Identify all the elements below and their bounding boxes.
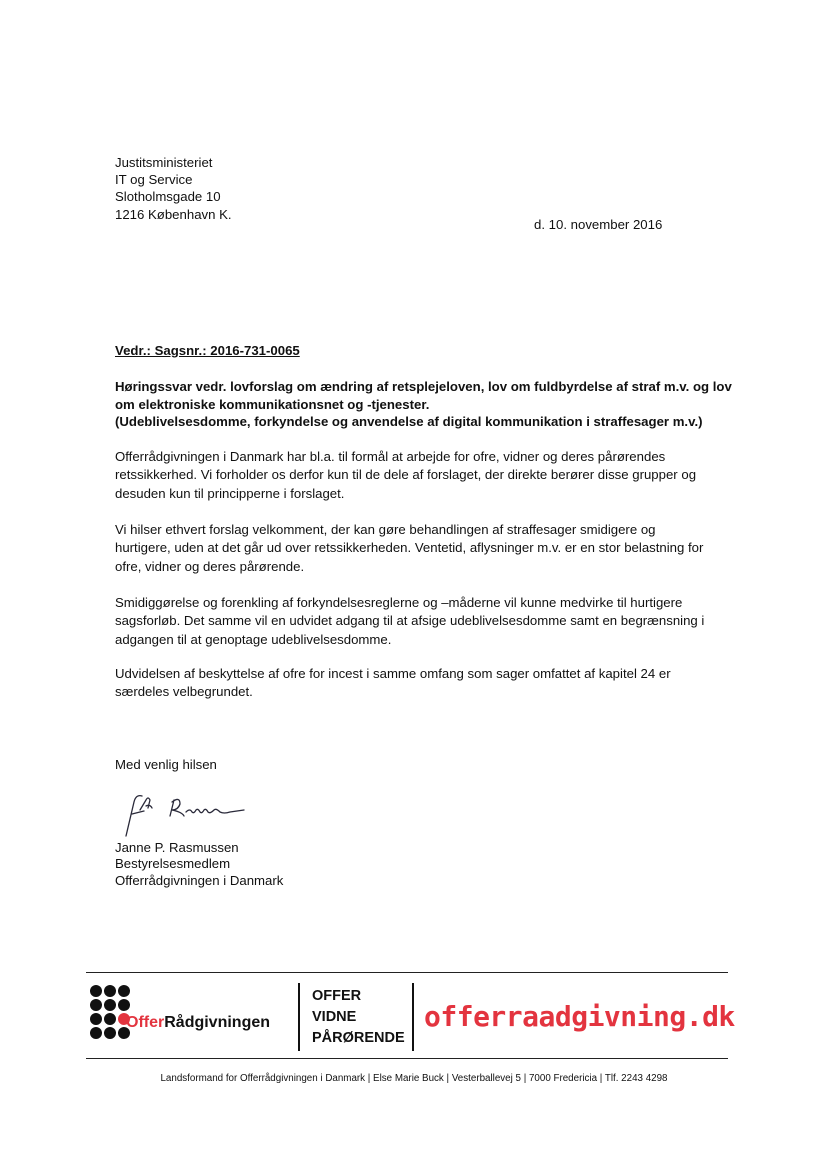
paragraph-line: hurtigere, uden at det går ud over retssikkerheden. Ventetid, aflysninger m.v. er en stor belastning for (115, 540, 704, 556)
paragraph-line: Offerrådgivningen i Danmark har bl.a. til formål at arbejde for ofre, vidner og deres pårørendes (115, 449, 666, 464)
logo-wordmark-prefix: Offer (126, 1014, 165, 1031)
logo-dot (90, 1013, 102, 1025)
paragraph-line: Udvidelsen af beskyttelse af ofre for incest i samme omfang som sager omfattet af kapitel 24 er (115, 666, 671, 681)
paragraph-line: desuden kun til principperne i forslaget. (115, 485, 345, 501)
logo-dot (118, 999, 130, 1011)
logo-wordmark (126, 1014, 270, 1032)
subject-line: (Udeblivelsesdomme, forkyndelse og anvendelse af digital kommunikation i straffesager m.v.) (115, 414, 703, 430)
footer-separator (298, 983, 300, 1051)
logo-dot (118, 985, 130, 997)
case-reference: Vedr.: Sagsnr.: 2016-731-0065 (115, 343, 300, 358)
logo-dot (104, 999, 116, 1011)
signer-title: Bestyrelsesmedlem (115, 856, 231, 872)
recipient-line: Justitsministeriet (115, 155, 213, 170)
footer-tagline (312, 986, 405, 1049)
footer-divider (86, 1058, 728, 1059)
recipient-line: Slotholmsgade 10 (115, 189, 221, 205)
logo-dot (104, 1013, 116, 1025)
offerraadgivningen-logo (90, 985, 290, 1047)
body-paragraph (115, 665, 735, 702)
subject-line: Høringssvar vedr. lovforslag om ændring af retsplejeloven, lov om fuldbyrdelse af straf m.v. og lov (115, 379, 732, 394)
footer-contact-line: Landsformand for Offerrådgivningen i Danmark | Else Marie Buck | Vesterballevej 5 | 7000 Fredericia | Tlf. 2243 4298 (160, 1073, 668, 1084)
signer-block (115, 840, 283, 889)
tagline-line: VIDNE (312, 1009, 357, 1025)
logo-dot (104, 1027, 116, 1039)
logo-dot (90, 985, 102, 997)
recipient-address (115, 154, 232, 223)
logo-dots-icon (90, 985, 131, 1040)
paragraph-line: adgangen til at genoptage udeblivelsesdomme. (115, 631, 392, 647)
body-paragraph (115, 521, 735, 576)
tagline-line: PÅRØRENDE (312, 1030, 405, 1046)
tagline-line: OFFER (312, 988, 362, 1004)
website-address: offerraadgivning.dk (424, 1000, 735, 1033)
handwritten-signature (112, 784, 252, 840)
letter-date: d. 10. november 2016 (534, 217, 663, 232)
paragraph-line: Vi hilser ethvert forslag velkomment, der kan gøre behandlingen af straffesager smidigere og (115, 522, 656, 537)
paragraph-line: særdeles velbegrundet. (115, 684, 253, 700)
signer-organization: Offerrådgivningen i Danmark (115, 872, 284, 888)
paragraph-line: ofre, vidner og deres pårørende. (115, 558, 305, 574)
closing-greeting: Med venlig hilsen (115, 757, 217, 772)
recipient-line: 1216 København K. (115, 206, 232, 222)
paragraph-line: retssikkerhed. Vi forholder os derfor kun til de dele af forslaget, der direkte berører disse grupper og (115, 467, 697, 483)
logo-dot (90, 1027, 102, 1039)
subject-line: om elektroniske kommunikationsnet og -tjenester. (115, 396, 430, 412)
logo-dot (104, 985, 116, 997)
footer-divider (86, 972, 728, 973)
body-paragraph (115, 594, 735, 649)
logo-dot (90, 999, 102, 1011)
subject-heading (115, 378, 735, 431)
paragraph-line: Smidiggørelse og forenkling af forkyndelsesreglerne og –måderne vil kunne medvirke til hurtigere (115, 595, 683, 610)
footer-separator (412, 983, 414, 1051)
body-paragraph (115, 448, 735, 503)
paragraph-line: sagsforløb. Det samme vil en udvidet adgang til at afsige udeblivelsesdomme samt en begrænsning i (115, 613, 705, 629)
logo-wordmark-suffix: Rådgivningen (164, 1014, 271, 1031)
recipient-line: IT og Service (115, 172, 193, 188)
signer-name: Janne P. Rasmussen (115, 840, 239, 855)
